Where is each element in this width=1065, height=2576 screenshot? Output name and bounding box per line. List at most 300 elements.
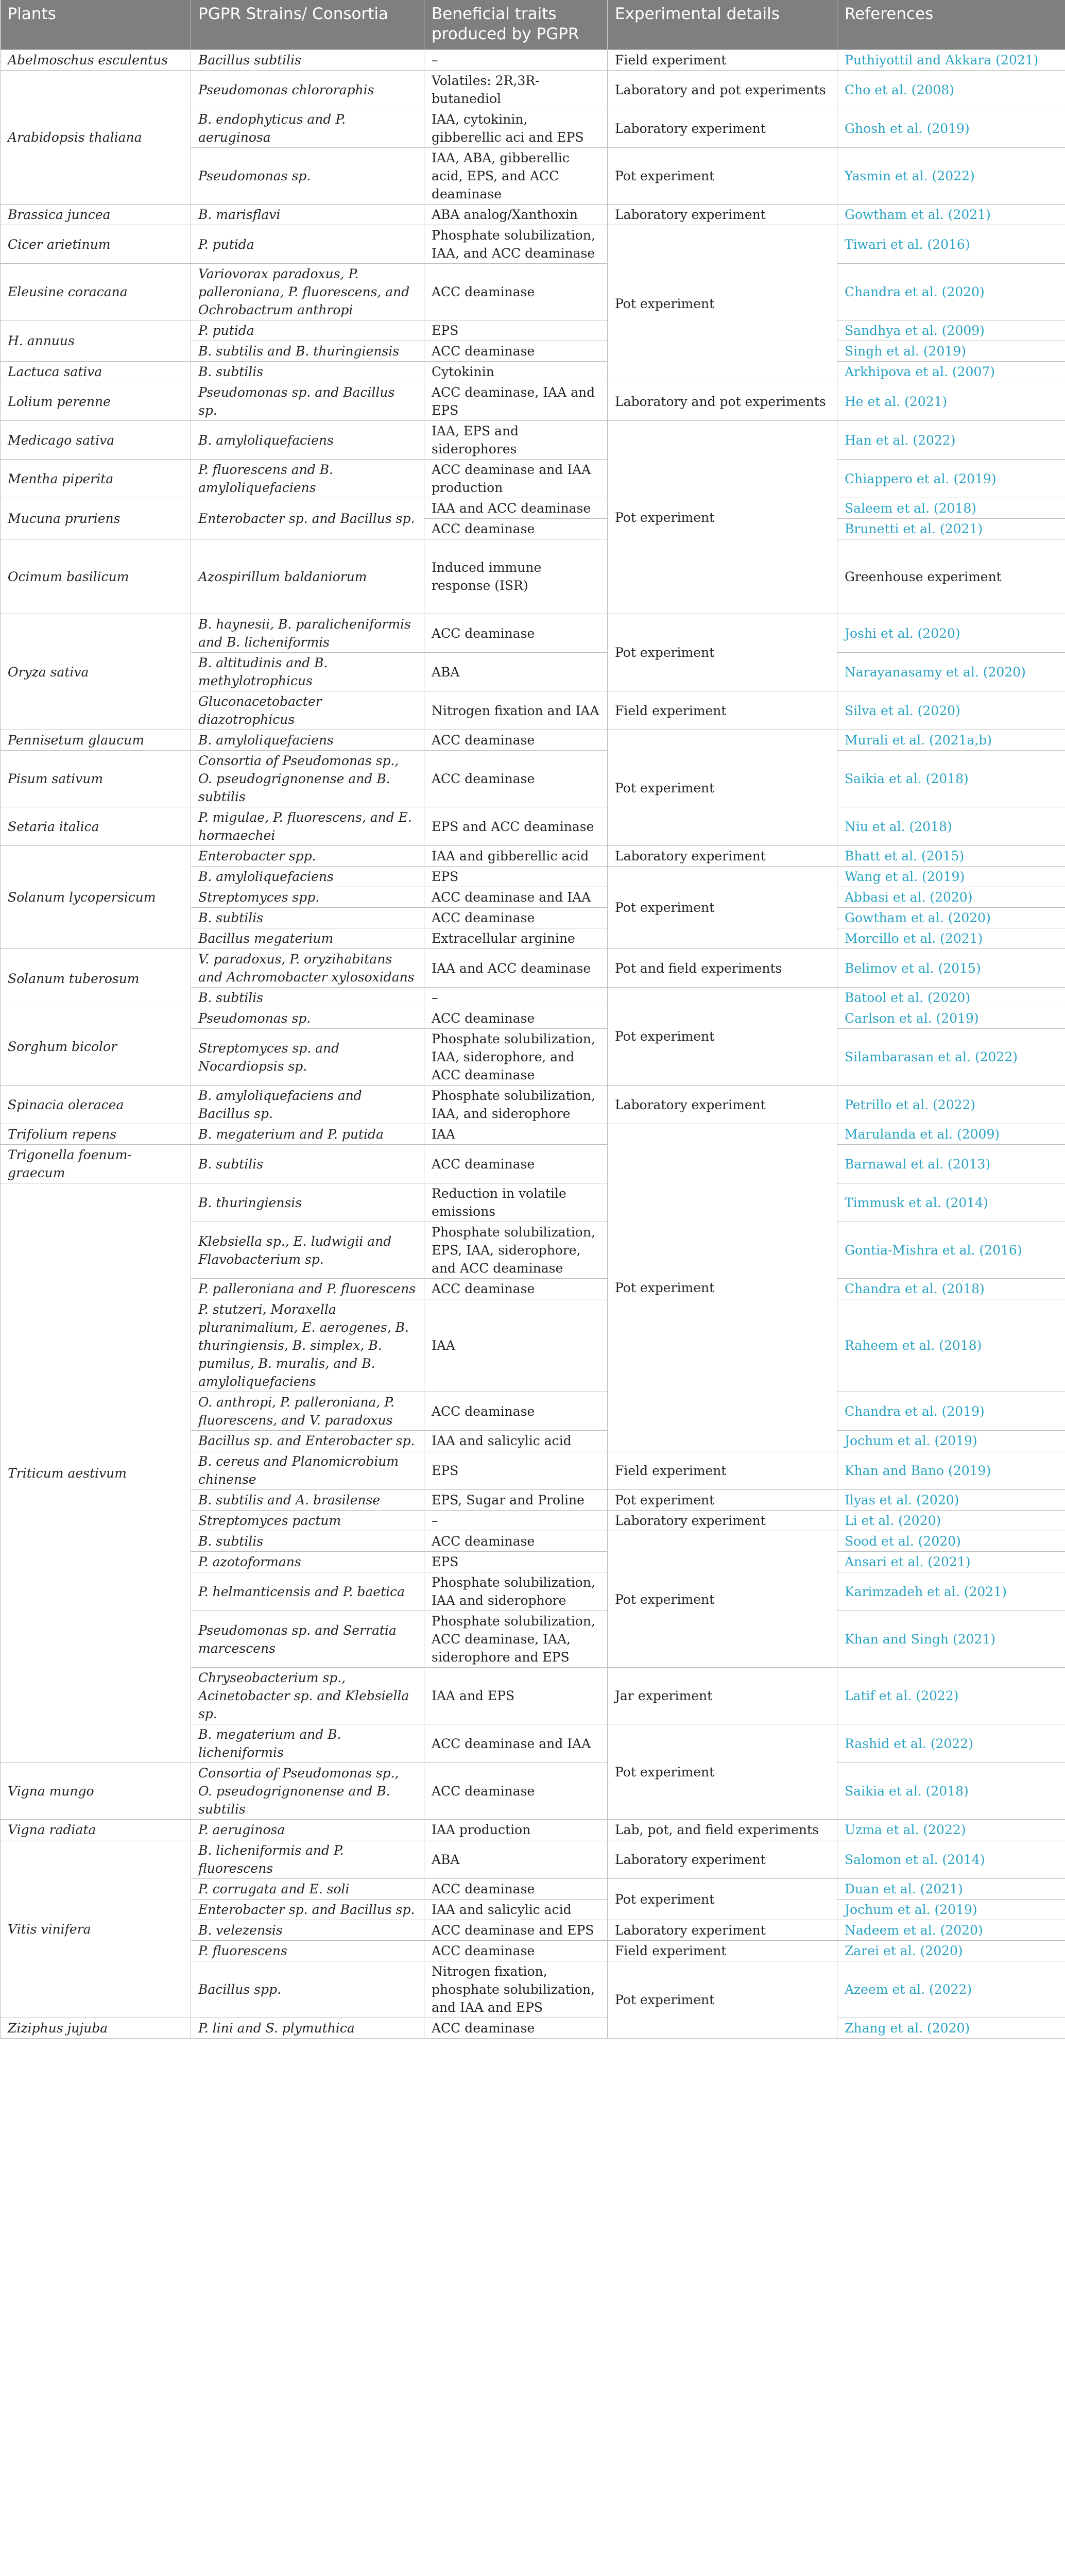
traits-cell: Phosphate solubilization, IAA, and siderophore bbox=[424, 1086, 608, 1124]
reference-link[interactable]: Narayanasamy et al. (2020) bbox=[845, 664, 1026, 680]
traits-cell: Phosphate solubilization, IAA, siderophore, and ACC deaminase bbox=[424, 1029, 608, 1086]
reference-link[interactable]: Li et al. (2020) bbox=[845, 1513, 941, 1528]
strain-cell: Pseudomonas chlororaphis bbox=[191, 71, 424, 109]
experiment-cell: Pot experiment bbox=[608, 1879, 837, 1920]
traits-cell: IAA production bbox=[424, 1820, 608, 1840]
experiment-cell: Laboratory experiment bbox=[608, 109, 837, 148]
strain-cell: Streptomyces pactum bbox=[191, 1511, 424, 1531]
reference-cell bbox=[837, 1941, 1065, 1961]
reference-link[interactable]: Saikia et al. (2018) bbox=[845, 1784, 969, 1799]
traits-cell: ACC deaminase, IAA and EPS bbox=[424, 382, 608, 421]
reference-cell bbox=[837, 614, 1065, 653]
header-plants: Plants bbox=[1, 0, 191, 50]
reference-cell bbox=[837, 2018, 1065, 2039]
traits-cell: ACC deaminase bbox=[424, 1145, 608, 1183]
traits-cell: ACC deaminase and IAA production bbox=[424, 460, 608, 498]
reference-cell bbox=[837, 320, 1065, 341]
reference-cell bbox=[837, 50, 1065, 71]
traits-cell: IAA bbox=[424, 1299, 608, 1392]
reference-cell bbox=[837, 362, 1065, 382]
strain-cell: Streptomyces sp. and Nocardiopsis sp. bbox=[191, 1029, 424, 1086]
table-row bbox=[1, 1840, 1065, 1879]
strain-cell: Pseudomonas sp. and Bacillus sp. bbox=[191, 382, 424, 421]
experiment-cell: Pot experiment bbox=[608, 421, 837, 614]
reference-link[interactable]: Murali et al. (2021a,b) bbox=[845, 733, 992, 748]
table-row bbox=[1, 949, 1065, 988]
strain-cell: Bacillus subtilis bbox=[191, 50, 424, 71]
reference-link[interactable]: Cho et al. (2008) bbox=[845, 82, 954, 97]
reference-link[interactable]: Khan and Singh (2021) bbox=[845, 1632, 996, 1647]
header-row bbox=[1, 0, 1065, 50]
reference-cell bbox=[837, 225, 1065, 264]
traits-cell: IAA and salicylic acid bbox=[424, 1431, 608, 1451]
strain-cell: Chryseobacterium sp., Acinetobacter sp. and Klebsiella sp. bbox=[191, 1668, 424, 1724]
reference-link[interactable]: Raheem et al. (2018) bbox=[845, 1338, 982, 1353]
reference-link[interactable]: Silambarasan et al. (2022) bbox=[845, 1049, 1018, 1064]
traits-cell: ACC deaminase bbox=[424, 1941, 608, 1961]
traits-cell: ACC deaminase bbox=[424, 341, 608, 362]
reference-cell bbox=[837, 109, 1065, 148]
strain-cell: B. cereus and Planomicrobium chinense bbox=[191, 1451, 424, 1490]
reference-cell bbox=[837, 730, 1065, 751]
reference-cell bbox=[837, 1451, 1065, 1490]
header-traits: Beneficial traits produced by PGPR bbox=[424, 0, 608, 50]
traits-cell: ACC deaminase bbox=[424, 1879, 608, 1900]
reference-link[interactable]: Ansari et al. (2021) bbox=[845, 1554, 971, 1569]
reference-link[interactable]: Gowtham et al. (2020) bbox=[845, 910, 991, 925]
plant-cell: Medicago sativa bbox=[1, 421, 191, 460]
reference-link[interactable]: Gontia-Mishra et al. (2016) bbox=[845, 1243, 1022, 1258]
table-row bbox=[1, 460, 1065, 498]
traits-cell: ACC deaminase bbox=[424, 264, 608, 320]
strain-cell: Enterobacter spp. bbox=[191, 846, 424, 867]
reference-cell bbox=[837, 1840, 1065, 1879]
reference-cell bbox=[837, 1668, 1065, 1724]
reference-cell bbox=[837, 1008, 1065, 1029]
strain-cell: B. amyloliquefaciens bbox=[191, 867, 424, 887]
table-row bbox=[1, 205, 1065, 225]
table-row bbox=[1, 421, 1065, 460]
experiment-cell: Laboratory experiment bbox=[608, 205, 837, 225]
reference-cell bbox=[837, 1920, 1065, 1941]
reference-cell bbox=[837, 691, 1065, 730]
reference-cell bbox=[837, 807, 1065, 846]
reference-link[interactable]: Silva et al. (2020) bbox=[845, 703, 960, 718]
reference-link[interactable]: Latif et al. (2022) bbox=[845, 1688, 959, 1703]
table-row bbox=[1, 2018, 1065, 2039]
strain-cell: Streptomyces spp. bbox=[191, 887, 424, 908]
strain-cell: Consortia of Pseudomonas sp., O. pseudogrignonense and B. subtilis bbox=[191, 751, 424, 807]
plant-cell: Eleusine coracana bbox=[1, 264, 191, 320]
traits-cell: EPS, Sugar and Proline bbox=[424, 1490, 608, 1511]
reference-cell bbox=[837, 653, 1065, 691]
reference-cell bbox=[837, 988, 1065, 1008]
strain-cell: Pseudomonas sp. bbox=[191, 1008, 424, 1029]
table-row bbox=[1, 1124, 1065, 1145]
reference-cell bbox=[837, 1724, 1065, 1763]
traits-cell: EPS bbox=[424, 320, 608, 341]
strain-cell: B. subtilis bbox=[191, 1145, 424, 1183]
reference-link[interactable]: Uzma et al. (2022) bbox=[845, 1822, 966, 1837]
plant-cell: Lolium perenne bbox=[1, 382, 191, 421]
reference-link[interactable]: Yasmin et al. (2022) bbox=[845, 168, 975, 183]
reference-cell bbox=[837, 421, 1065, 460]
reference-cell bbox=[837, 1900, 1065, 1920]
strain-cell: B. amyloliquefaciens bbox=[191, 421, 424, 460]
reference-link[interactable]: Batool et al. (2020) bbox=[845, 990, 971, 1005]
plant-cell: Ziziphus jujuba bbox=[1, 2018, 191, 2039]
reference-link[interactable]: Belimov et al. (2015) bbox=[845, 960, 981, 976]
plant-cell: Pisum sativum bbox=[1, 751, 191, 807]
strain-cell: B. megaterium and B. licheniformis bbox=[191, 1724, 424, 1763]
reference-cell bbox=[837, 1961, 1065, 2018]
experiment-cell: Pot experiment bbox=[608, 148, 837, 205]
traits-cell: ABA bbox=[424, 653, 608, 691]
strain-cell: P. putida bbox=[191, 225, 424, 264]
plant-cell: Mentha piperita bbox=[1, 460, 191, 498]
table-row bbox=[1, 751, 1065, 807]
reference-cell bbox=[837, 949, 1065, 988]
traits-cell: ACC deaminase bbox=[424, 751, 608, 807]
table-row bbox=[1, 362, 1065, 382]
table-body bbox=[1, 50, 1065, 2039]
experiment-cell: Pot experiment bbox=[608, 988, 837, 1086]
experiment-cell: Laboratory and pot experiments bbox=[608, 71, 837, 109]
traits-cell: Phosphate solubilization, IAA and siderophore bbox=[424, 1572, 608, 1611]
reference-link[interactable]: Khan and Bano (2019) bbox=[845, 1463, 991, 1478]
table-row bbox=[1, 382, 1065, 421]
strain-cell: B. subtilis and A. brasilense bbox=[191, 1490, 424, 1511]
traits-cell: Extracellular arginine bbox=[424, 928, 608, 949]
traits-cell: ACC deaminase bbox=[424, 1008, 608, 1029]
reference-cell bbox=[837, 1431, 1065, 1451]
reference-link[interactable]: Morcillo et al. (2021) bbox=[845, 931, 983, 946]
strain-cell: Bacillus sp. and Enterobacter sp. bbox=[191, 1431, 424, 1451]
table-row bbox=[1, 1008, 1065, 1029]
traits-cell: ACC deaminase and IAA bbox=[424, 1724, 608, 1763]
reference-link[interactable]: Abbasi et al. (2020) bbox=[845, 890, 973, 905]
plant-cell: Setaria italica bbox=[1, 807, 191, 846]
plant-cell: Oryza sativa bbox=[1, 614, 191, 730]
experiment-cell: Laboratory and pot experiments bbox=[608, 382, 837, 421]
traits-cell: ACC deaminase and EPS bbox=[424, 1920, 608, 1941]
strain-cell: Consortia of Pseudomonas sp., O. pseudogrignonense and B. subtilis bbox=[191, 1763, 424, 1820]
strain-cell: P. fluorescens bbox=[191, 1941, 424, 1961]
reference-link[interactable]: Karimzadeh et al. (2021) bbox=[845, 1584, 1007, 1599]
reference-link[interactable]: Tiwari et al. (2016) bbox=[845, 236, 970, 252]
traits-cell: ACC deaminase bbox=[424, 1531, 608, 1552]
traits-cell: Reduction in volatile emissions bbox=[424, 1183, 608, 1222]
reference-link[interactable]: Jochum et al. (2019) bbox=[845, 1433, 977, 1448]
reference-cell bbox=[837, 382, 1065, 421]
strain-cell: O. anthropi, P. palleroniana, P. fluorescens, and V. paradoxus bbox=[191, 1392, 424, 1431]
traits-cell: IAA and ACC deaminase bbox=[424, 949, 608, 988]
header-strains: PGPR Strains/ Consortia bbox=[191, 0, 424, 50]
table-row bbox=[1, 1763, 1065, 1820]
plant-cell: Ocimum basilicum bbox=[1, 539, 191, 614]
reference-link[interactable]: Barnawal et al. (2013) bbox=[845, 1156, 991, 1172]
experiment-cell: Pot experiment bbox=[608, 1961, 837, 2039]
reference-cell bbox=[837, 1222, 1065, 1279]
reference-link[interactable]: Rashid et al. (2022) bbox=[845, 1736, 973, 1751]
plant-cell: Abelmoschus esculentus bbox=[1, 50, 191, 71]
strain-cell: Bacillus megaterium bbox=[191, 928, 424, 949]
traits-cell: ACC deaminase bbox=[424, 519, 608, 539]
strain-cell: Enterobacter sp. and Bacillus sp. bbox=[191, 1900, 424, 1920]
plant-cell: Trigonella foenum-graecum bbox=[1, 1145, 191, 1183]
reference-link[interactable]: Saleem et al. (2018) bbox=[845, 501, 976, 516]
reference-link[interactable]: Han et al. (2022) bbox=[845, 432, 956, 448]
strain-cell: B. megaterium and P. putida bbox=[191, 1124, 424, 1145]
traits-cell: IAA and salicylic acid bbox=[424, 1900, 608, 1920]
strain-cell: B. licheniformis and P. fluorescens bbox=[191, 1840, 424, 1879]
plant-cell: Cicer arietinum bbox=[1, 225, 191, 264]
plant-cell: Spinacia oleracea bbox=[1, 1086, 191, 1124]
traits-cell: EPS bbox=[424, 867, 608, 887]
reference-cell bbox=[837, 1279, 1065, 1299]
reference-link[interactable]: Ilyas et al. (2020) bbox=[845, 1493, 959, 1507]
strain-cell: P. migulae, P. fluorescens, and E. hormaechei bbox=[191, 807, 424, 846]
reference-cell bbox=[837, 1511, 1065, 1531]
traits-cell: Phosphate solubilization, EPS, IAA, siderophore, and ACC deaminase bbox=[424, 1222, 608, 1279]
reference-cell bbox=[837, 71, 1065, 109]
traits-cell: IAA and EPS bbox=[424, 1668, 608, 1724]
reference-link[interactable]: He et al. (2021) bbox=[845, 394, 948, 409]
reference-link[interactable]: Arkhipova et al. (2007) bbox=[845, 364, 995, 379]
strain-cell: B. amyloliquefaciens bbox=[191, 730, 424, 751]
reference-cell bbox=[837, 460, 1065, 498]
experiment-cell: Laboratory experiment bbox=[608, 1840, 837, 1879]
reference-link[interactable]: Duan et al. (2021) bbox=[845, 1882, 963, 1896]
traits-cell: IAA and ACC deaminase bbox=[424, 498, 608, 519]
experiment-cell: Field experiment bbox=[608, 691, 837, 730]
strain-cell: B. marisflavi bbox=[191, 205, 424, 225]
strain-cell: B. haynesii, B. paralicheniformis and B. licheniformis bbox=[191, 614, 424, 653]
strain-cell: P. fluorescens and B. amyloliquefaciens bbox=[191, 460, 424, 498]
reference-link[interactable]: Ghosh et al. (2019) bbox=[845, 121, 970, 136]
reference-cell bbox=[837, 1145, 1065, 1183]
traits-cell: ACC deaminase bbox=[424, 730, 608, 751]
table-row bbox=[1, 225, 1065, 264]
table-row bbox=[1, 1820, 1065, 1840]
reference-cell bbox=[837, 1552, 1065, 1572]
traits-cell: IAA bbox=[424, 1124, 608, 1145]
plant-cell: Solanum tuberosum bbox=[1, 949, 191, 1008]
traits-cell: ACC deaminase bbox=[424, 614, 608, 653]
reference-cell bbox=[837, 264, 1065, 320]
traits-cell: Phosphate solubilization, ACC deaminase, IAA, siderophore and EPS bbox=[424, 1611, 608, 1668]
table-row bbox=[1, 71, 1065, 109]
traits-cell: Volatiles: 2R,3R-butanediol bbox=[424, 71, 608, 109]
header-references: References bbox=[837, 0, 1065, 50]
table-row bbox=[1, 1183, 1065, 1222]
plant-cell: Triticum aestivum bbox=[1, 1183, 191, 1763]
reference-cell bbox=[837, 1572, 1065, 1611]
reference-cell bbox=[837, 1763, 1065, 1820]
reference-link[interactable]: Wang et al. (2019) bbox=[845, 869, 965, 884]
experiment-cell: Pot experiment bbox=[608, 1124, 837, 1451]
reference-link[interactable]: Marulanda et al. (2009) bbox=[845, 1127, 1000, 1142]
traits-cell: Nitrogen fixation, phosphate solubilization, and IAA and EPS bbox=[424, 1961, 608, 2018]
reference-cell bbox=[837, 519, 1065, 539]
traits-cell: Cytokinin bbox=[424, 362, 608, 382]
plant-cell: Arabidopsis thaliana bbox=[1, 71, 191, 205]
reference-cell bbox=[837, 498, 1065, 519]
experiment-cell: Field experiment bbox=[608, 1941, 837, 1961]
table-row bbox=[1, 846, 1065, 867]
traits-cell: IAA, ABA, gibberellic acid, EPS, and ACC deaminase bbox=[424, 148, 608, 205]
experiment-cell: Lab, pot, and field experiments bbox=[608, 1820, 837, 1840]
experiment-cell: Laboratory experiment bbox=[608, 1511, 837, 1531]
table-row bbox=[1, 50, 1065, 71]
reference-link[interactable]: Jochum et al. (2019) bbox=[845, 1902, 977, 1917]
header-experimental-details: Experimental details bbox=[608, 0, 837, 50]
table-row bbox=[1, 807, 1065, 846]
experiment-cell: Laboratory experiment bbox=[608, 846, 837, 867]
traits-cell: – bbox=[424, 50, 608, 71]
reference-link[interactable]: Zhang et al. (2020) bbox=[845, 2021, 970, 2036]
traits-cell: ACC deaminase bbox=[424, 1279, 608, 1299]
reference-cell bbox=[837, 1879, 1065, 1900]
reference-link[interactable]: Brunetti et al. (2021) bbox=[845, 521, 983, 536]
traits-cell: ABA analog/Xanthoxin bbox=[424, 205, 608, 225]
reference-cell bbox=[837, 1490, 1065, 1511]
traits-cell: IAA, cytokinin, gibberellic aci and EPS bbox=[424, 109, 608, 148]
strain-cell: P. lini and S. plymuthica bbox=[191, 2018, 424, 2039]
experiment-cell: Pot experiment bbox=[608, 730, 837, 846]
reference-link[interactable]: Joshi et al. (2020) bbox=[845, 625, 960, 641]
strain-cell: Pseudomonas sp. and Serratia marcescens bbox=[191, 1611, 424, 1668]
reference-link[interactable]: Gowtham et al. (2021) bbox=[845, 207, 991, 222]
traits-cell: EPS and ACC deaminase bbox=[424, 807, 608, 846]
reference-link[interactable]: Timmusk et al. (2014) bbox=[845, 1195, 988, 1210]
strain-cell: Enterobacter sp. and Bacillus sp. bbox=[191, 498, 424, 539]
strain-cell: P. azotoformans bbox=[191, 1552, 424, 1572]
strain-cell: B. subtilis and B. thuringiensis bbox=[191, 341, 424, 362]
reference-link[interactable]: Puthiyottil and Akkara (2021) bbox=[845, 53, 1039, 67]
reference-link[interactable]: Singh et al. (2019) bbox=[845, 344, 966, 359]
reference-link[interactable]: Sandhya et al. (2009) bbox=[845, 323, 985, 338]
reference-cell bbox=[837, 1820, 1065, 1840]
experiment-cell: Pot experiment bbox=[608, 1724, 837, 1820]
traits-cell: ABA bbox=[424, 1840, 608, 1879]
reference-link[interactable]: Carlson et al. (2019) bbox=[845, 1011, 979, 1026]
strain-cell: P. putida bbox=[191, 320, 424, 341]
traits-cell: EPS bbox=[424, 1451, 608, 1490]
strain-cell: P. corrugata and E. soli bbox=[191, 1879, 424, 1900]
traits-cell: Nitrogen fixation and IAA bbox=[424, 691, 608, 730]
strain-cell: V. paradoxus, P. oryzihabitans and Achromobacter xylosoxidans bbox=[191, 949, 424, 988]
traits-cell: ACC deaminase bbox=[424, 2018, 608, 2039]
experiment-cell: Pot experiment bbox=[608, 867, 837, 949]
reference-link[interactable]: Salomon et al. (2014) bbox=[845, 1852, 985, 1867]
plant-cell: Lactuca sativa bbox=[1, 362, 191, 382]
strain-cell: P. stutzeri, Moraxella pluranimalium, E. aerogenes, B. thuringiensis, B. simplex, B. pumilus, B. muralis, and B. amyloliquefaciens bbox=[191, 1299, 424, 1392]
table-row bbox=[1, 730, 1065, 751]
strain-cell: B. subtilis bbox=[191, 362, 424, 382]
traits-cell: – bbox=[424, 1511, 608, 1531]
strain-cell: B. endophyticus and P. aeruginosa bbox=[191, 109, 424, 148]
plant-cell: Sorghum bicolor bbox=[1, 1008, 191, 1086]
table-row bbox=[1, 1145, 1065, 1183]
traits-cell: Phosphate solubilization, IAA, and ACC deaminase bbox=[424, 225, 608, 264]
plant-cell: Vitis vinifera bbox=[1, 1840, 191, 2018]
experiment-cell: Laboratory experiment bbox=[608, 1086, 837, 1124]
reference-cell bbox=[837, 1086, 1065, 1124]
strain-cell: Klebsiella sp., E. ludwigii and Flavobacterium sp. bbox=[191, 1222, 424, 1279]
reference-cell bbox=[837, 1183, 1065, 1222]
traits-cell: ACC deaminase bbox=[424, 1763, 608, 1820]
plant-cell: Vigna mungo bbox=[1, 1763, 191, 1820]
traits-cell: ACC deaminase bbox=[424, 1392, 608, 1431]
reference-link[interactable]: Chandra et al. (2018) bbox=[845, 1281, 985, 1296]
reference-link[interactable]: Petrillo et al. (2022) bbox=[845, 1097, 976, 1112]
experiment-cell: Pot experiment bbox=[608, 1531, 837, 1668]
table-row bbox=[1, 1086, 1065, 1124]
strain-cell: Gluconacetobacter diazotrophicus bbox=[191, 691, 424, 730]
reference-cell bbox=[837, 1531, 1065, 1552]
table-row bbox=[1, 539, 1065, 614]
strain-cell: P. helmanticensis and P. baetica bbox=[191, 1572, 424, 1611]
reference-link[interactable]: Chandra et al. (2020) bbox=[845, 284, 985, 299]
strain-cell: P. palleroniana and P. fluorescens bbox=[191, 1279, 424, 1299]
reference-cell bbox=[837, 1124, 1065, 1145]
reference-cell bbox=[837, 148, 1065, 205]
reference-link[interactable]: Zarei et al. (2020) bbox=[845, 1943, 963, 1958]
reference-cell bbox=[837, 1611, 1065, 1668]
strain-cell: B. subtilis bbox=[191, 988, 424, 1008]
table-row bbox=[1, 320, 1065, 341]
experiment-cell: Pot and field experiments bbox=[608, 949, 837, 988]
experiment-cell: Laboratory experiment bbox=[608, 1920, 837, 1941]
reference-cell bbox=[837, 867, 1065, 887]
plant-cell: Mucuna pruriens bbox=[1, 498, 191, 539]
experiment-cell: Pot experiment bbox=[608, 1490, 837, 1511]
reference-link[interactable]: Chiappero et al. (2019) bbox=[845, 471, 997, 486]
strain-cell: B. amyloliquefaciens and Bacillus sp. bbox=[191, 1086, 424, 1124]
strain-cell: B. velezensis bbox=[191, 1920, 424, 1941]
traits-cell: EPS bbox=[424, 1552, 608, 1572]
strain-cell: P. aeruginosa bbox=[191, 1820, 424, 1840]
plant-cell: Trifolium repens bbox=[1, 1124, 191, 1145]
traits-cell: IAA, EPS and siderophores bbox=[424, 421, 608, 460]
reference-link[interactable]: Niu et al. (2018) bbox=[845, 819, 952, 834]
experiment-cell: Greenhouse experiment bbox=[837, 539, 1065, 614]
strain-cell: B. altitudinis and B. methylotrophicus bbox=[191, 653, 424, 691]
reference-cell bbox=[837, 341, 1065, 362]
traits-cell: Induced immune response (ISR) bbox=[424, 539, 608, 614]
reference-link[interactable]: Bhatt et al. (2015) bbox=[845, 849, 965, 863]
reference-cell bbox=[837, 887, 1065, 908]
plant-cell: Solanum lycopersicum bbox=[1, 846, 191, 949]
strain-cell: Azospirillum baldaniorum bbox=[191, 539, 424, 614]
plant-cell: Brassica juncea bbox=[1, 205, 191, 225]
reference-link[interactable]: Nadeem et al. (2020) bbox=[845, 1923, 983, 1938]
reference-cell bbox=[837, 908, 1065, 928]
reference-cell bbox=[837, 1392, 1065, 1431]
reference-link[interactable]: Saikia et al. (2018) bbox=[845, 771, 969, 786]
reference-link[interactable]: Chandra et al. (2019) bbox=[845, 1403, 985, 1419]
table-row bbox=[1, 264, 1065, 320]
reference-cell bbox=[837, 751, 1065, 807]
strain-cell: Pseudomonas sp. bbox=[191, 148, 424, 205]
reference-cell bbox=[837, 1029, 1065, 1086]
plant-cell: H. annuus bbox=[1, 320, 191, 362]
experiment-cell: Field experiment bbox=[608, 1451, 837, 1490]
reference-link[interactable]: Sood et al. (2020) bbox=[845, 1534, 961, 1549]
traits-cell: – bbox=[424, 988, 608, 1008]
reference-link[interactable]: Azeem et al. (2022) bbox=[845, 1982, 972, 1997]
